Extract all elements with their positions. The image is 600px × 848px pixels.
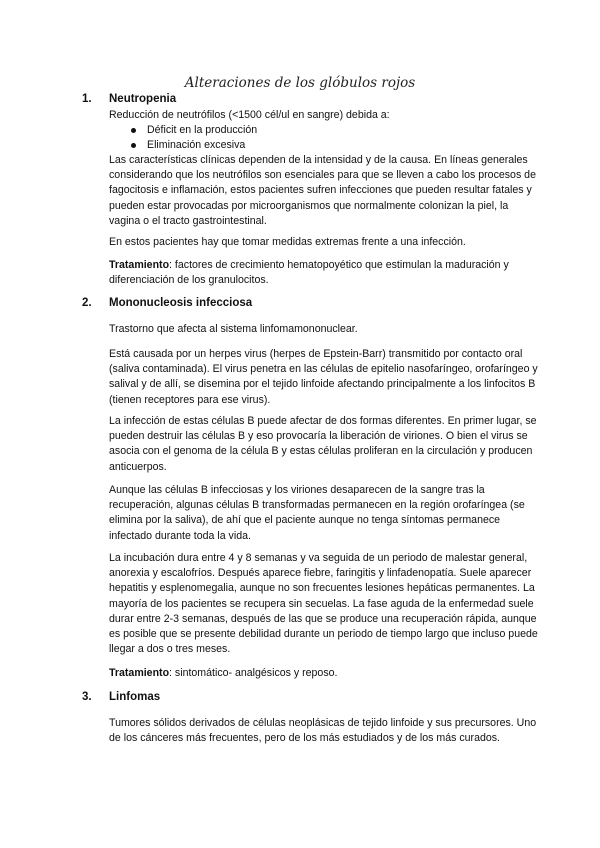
- mononucleosis-paragraph: La incubación dura entre 4 y 8 semanas y va seguida de un periodo de malestar general, anorexia y escalofríos. Después aparece fiebre, faringitis y linfadenopatía. Suele aparecer hepatitis y esplenomegalia, aunque no son frecuentes lesiones hepáticas permanentes. La mayoría de los pacientes se recupera sin secuelas. La fase aguda de la enfermedad suele durar entre 2-3 semanas, después de las que se produce una recuperación rápida, aunque es posible que se presente debilidad durante un periodo de tiempo largo que incluso puede llegar a dos o tres meses.: [109, 552, 538, 656]
- section-title: Mononucleosis infecciosa: [109, 297, 253, 309]
- mononucleosis-paragraph: Está causada por un herpes virus (herpes de Epstein-Barr) transmitido por contacto oral (saliva contaminada). El virus penetra en las células de epitelio nasofaríngeo, orofaríngeo y salival y de allí, se disemina por el tejido linfoide afectando principalmente a los linfocitos B (tienen receptores para ese virus).: [109, 348, 538, 406]
- linfomas-paragraph: Tumores sólidos derivados de células neoplásicas de tejido linfoide y sus precursores. Uno de los cánceres más frecuentes, pero de los más estudiados y de los más curados.: [109, 717, 537, 745]
- neutropenia-paragraph: En estos pacientes hay que tomar medidas extremas frente a una infección.: [109, 236, 466, 248]
- section-heading-linfomas: [82, 691, 160, 703]
- section-number: 2.: [82, 297, 92, 309]
- mononucleosis-treatment: [109, 666, 541, 681]
- section-number: 1.: [82, 93, 92, 105]
- page-title: Alteraciones de los glóbulos rojos: [184, 75, 416, 91]
- mononucleosis-paragraph: Trastorno que afecta al sistema linfomamononuclear.: [109, 323, 358, 335]
- treatment-text: : factores de crecimiento hematopoyético que estimulan la maduración y diferenciación de los granulocitos.: [109, 259, 509, 287]
- bullet-icon: [131, 128, 136, 133]
- neutropenia-paragraph: Las características clínicas dependen de la intensidad y de la causa. En líneas generales considerando que los neutrófilos son esenciales para que se lleven a cabo los procesos de fagocitosis e inflamación, estos pacientes sufren infecciones que pueden resultar fatales y pueden estar provocadas por microorganismos que normalmente colonizan la piel, la vagina o el tracto gastrointestinal.: [109, 154, 536, 227]
- section-title: Neutropenia: [109, 93, 177, 105]
- list-item: Déficit en la producción: [131, 123, 257, 138]
- neutropenia-intro: Reducción de neutrófilos (<1500 cél/ul en sangre) debida a:: [109, 109, 390, 121]
- neutropenia-bullet-list: [131, 123, 257, 153]
- neutropenia-treatment: [109, 258, 541, 288]
- list-item: Eliminación excesiva: [131, 138, 257, 153]
- treatment-label: Tratamiento: [109, 667, 170, 679]
- mononucleosis-paragraph: Aunque las células B infecciosas y los viriones desaparecen de la sangre tras la recuperación, algunas células B transformadas permanecen en la región orofaríngea (se elimina por la saliva), de ahí que el paciente aunque no tenga síntomas permanece infectado durante toda la vida.: [109, 484, 525, 542]
- section-heading-neutropenia: [82, 93, 176, 105]
- bullet-icon: [131, 143, 136, 148]
- section-heading-mononucleosis: [82, 297, 252, 309]
- section-number: 3.: [82, 691, 92, 703]
- treatment-label: Tratamiento: [109, 259, 170, 271]
- treatment-text: : sintomático- analgésicos y reposo.: [169, 667, 338, 679]
- mononucleosis-paragraph: La infección de estas células B puede afectar de dos formas diferentes. En primer lugar, se pueden destruir las células B y eso provocaría la liberación de viriones. O bien el virus se asocia con el genoma de la célula B y estas células proliferan en la circulación y producen anticuerpos.: [109, 415, 537, 473]
- section-title: Linfomas: [109, 691, 161, 703]
